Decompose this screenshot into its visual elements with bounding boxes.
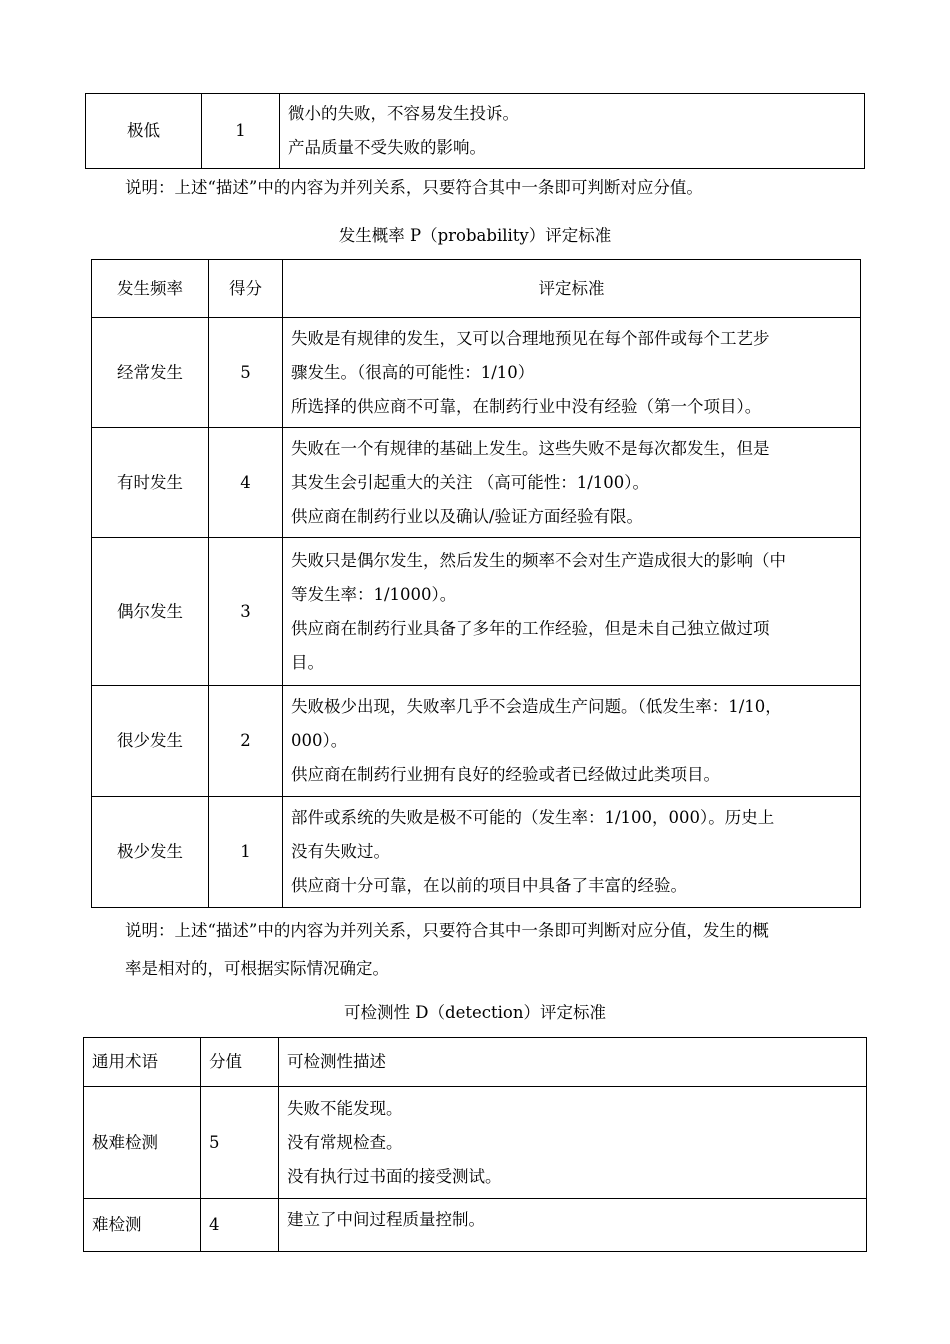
score-cell: 4 <box>209 428 283 538</box>
term-cell: 难检测 <box>84 1199 201 1252</box>
description-cell <box>283 797 861 908</box>
table-header-row <box>84 1038 867 1087</box>
table-row <box>92 538 861 686</box>
description-line: 000）。 <box>291 731 348 750</box>
table-row <box>92 428 861 538</box>
description-line: 供应商在制药行业以及确认/验证方面经验有限。 <box>291 506 644 526</box>
description-line: 失败在一个有规律的基础上发生。这些失败不是每次都发生，但是 <box>291 438 770 458</box>
probability-caption: 发生概率 P（probability）评定标准 <box>338 226 612 245</box>
table-row <box>84 1087 867 1199</box>
description-cell <box>280 94 865 169</box>
score-cell: 3 <box>209 538 283 686</box>
detection-table <box>83 1037 867 1252</box>
note-2-line: 说明：上述“描述”中的内容为并列关系，只要符合其中一条即可判断对应分值，发生的概 <box>125 921 769 940</box>
description-line: 微小的失败，不容易发生投诉。 <box>288 104 519 123</box>
note-1: 说明：上述“描述”中的内容为并列关系，只要符合其中一条即可判断对应分值。 <box>125 178 703 197</box>
probability-table <box>91 259 861 908</box>
description-line: 失败不能发现。 <box>287 1098 403 1118</box>
description-line: 没有执行过书面的接受测试。 <box>287 1166 502 1186</box>
description-line: 没有常规检查。 <box>287 1132 403 1152</box>
header-cell: 分值 <box>201 1038 279 1087</box>
description-cell <box>283 318 861 428</box>
description-line: 部件或系统的失败是极不可能的（发生率：1/100，000）。历史上 <box>291 808 775 827</box>
description-line: 失败极少出现，失败率几乎不会造成生产问题。（低发生率：1/10， <box>291 697 782 716</box>
score-cell: 4 <box>201 1199 279 1252</box>
description-line: 建立了中间过程质量控制。 <box>287 1210 485 1229</box>
description-line: 失败是有规律的发生，又可以合理地预见在每个部件或每个工艺步 <box>291 328 770 348</box>
table-row <box>92 686 861 797</box>
description-line: 等发生率：1/1000）。 <box>291 584 457 604</box>
score-cell: 2 <box>209 686 283 797</box>
table-row <box>92 318 861 428</box>
description-line: 骤发生。（很高的可能性：1/10） <box>291 362 535 382</box>
score-cell: 5 <box>209 318 283 428</box>
term-cell: 极低 <box>86 94 202 169</box>
description-line: 所选择的供应商不可靠，在制药行业中没有经验（第一个项目）。 <box>291 396 762 416</box>
description-line: 失败只是偶尔发生，然后发生的频率不会对生产造成很大的影响（中 <box>291 550 786 570</box>
description-cell <box>283 428 861 538</box>
term-cell: 偶尔发生 <box>92 538 209 686</box>
severity-table-continued <box>85 93 865 169</box>
header-cell: 发生频率 <box>92 260 209 318</box>
term-cell: 有时发生 <box>92 428 209 538</box>
note-2-line: 率是相对的，可根据实际情况确定。 <box>125 959 389 978</box>
description-line: 供应商十分可靠，在以前的项目中具备了丰富的经验。 <box>291 876 687 895</box>
score-cell: 1 <box>209 797 283 908</box>
description-line: 没有失败过。 <box>291 842 390 861</box>
table-row <box>84 1199 867 1252</box>
score-cell: 5 <box>201 1087 279 1199</box>
header-cell: 可检测性描述 <box>279 1038 867 1087</box>
detection-caption: 可检测性 D（detection）评定标准 <box>344 1003 606 1022</box>
description-line: 产品质量不受失败的影响。 <box>288 138 486 157</box>
term-cell: 极少发生 <box>92 797 209 908</box>
term-cell: 极难检测 <box>84 1087 201 1199</box>
table-row <box>86 94 865 169</box>
term-cell: 经常发生 <box>92 318 209 428</box>
description-line: 其发生会引起重大的关注 （高可能性：1/100）。 <box>291 472 650 492</box>
header-cell: 得分 <box>209 260 283 318</box>
table-row <box>92 797 861 908</box>
description-line: 供应商在制药行业具备了多年的工作经验，但是未自己独立做过项 <box>291 618 770 638</box>
description-cell <box>279 1199 867 1252</box>
description-cell <box>283 686 861 797</box>
note-2 <box>125 912 865 988</box>
header-cell: 通用术语 <box>84 1038 201 1087</box>
description-line: 目。 <box>291 652 324 672</box>
description-cell <box>283 538 861 686</box>
description-cell <box>279 1087 867 1199</box>
description-line: 供应商在制药行业拥有良好的经验或者已经做过此类项目。 <box>291 765 720 784</box>
header-cell: 评定标准 <box>283 260 861 318</box>
score-cell: 1 <box>202 94 280 169</box>
table-header-row <box>92 260 861 318</box>
term-cell: 很少发生 <box>92 686 209 797</box>
